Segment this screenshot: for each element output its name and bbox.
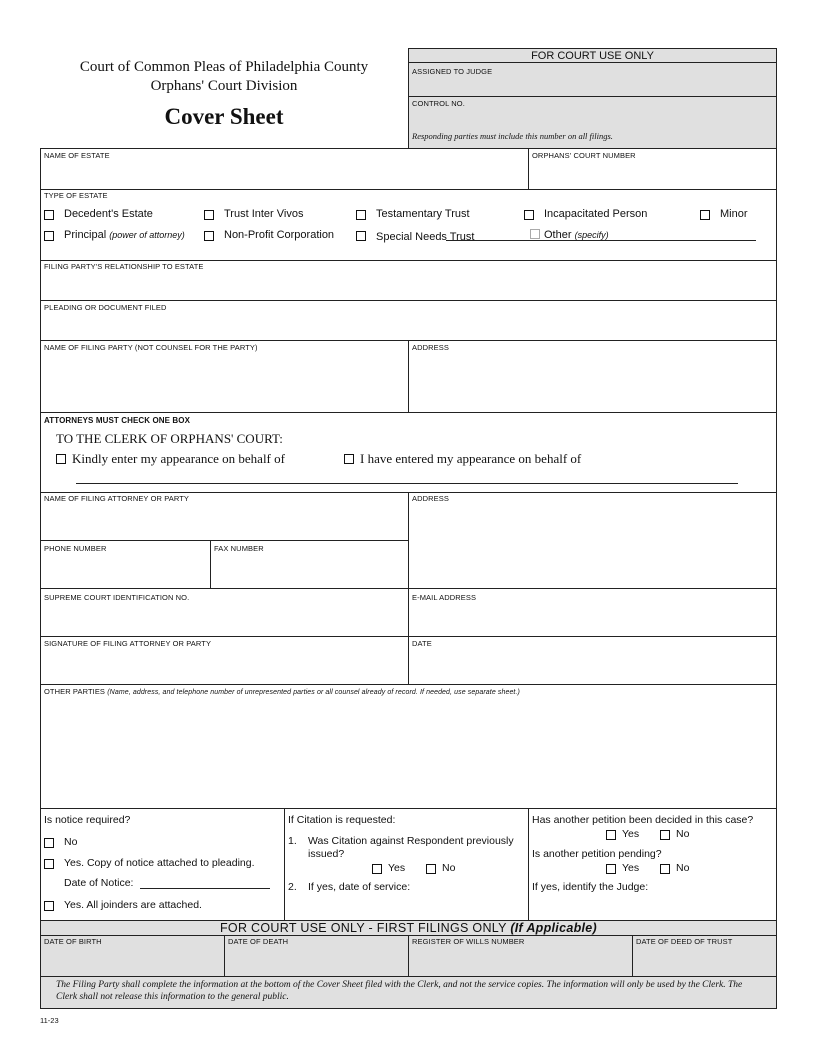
date-input[interactable] (412, 652, 772, 680)
petition-pending-question: Is another petition pending? (532, 848, 662, 860)
attorney-name-input[interactable] (44, 508, 404, 538)
attorney-name-label: NAME OF FILING ATTORNEY OR PARTY (44, 494, 190, 503)
petition-decided-question: Has another petition been decided in this case? (532, 814, 754, 826)
testamentary-trust-label: Testamentary Trust (376, 208, 470, 220)
decedent-estate-checkbox[interactable] (44, 210, 54, 220)
oc-number-label: ORPHANS' COURT NUMBER (532, 151, 636, 160)
citation-q2-label: If yes, date of service: (308, 881, 411, 893)
other-text: Other (544, 229, 572, 241)
court-use-title: FOR COURT USE ONLY (531, 50, 654, 62)
filing-party-address-label: ADDRESS (412, 343, 449, 352)
citation-q1-line1: Was Citation against Respondent previously (308, 835, 514, 847)
form-code: 11-23 (40, 1016, 59, 1025)
first-filings-title-text: FOR COURT USE ONLY - FIRST FILINGS ONLY (220, 921, 507, 935)
incapacitated-person-label: Incapacitated Person (544, 208, 648, 220)
filing-party-address-input[interactable] (412, 356, 772, 406)
incapacitated-person-checkbox[interactable] (524, 210, 534, 220)
identify-judge-input[interactable] (656, 880, 772, 894)
notice-joinders-checkbox[interactable] (44, 901, 54, 911)
petition-pending-yes-label: Yes (622, 862, 640, 874)
control-no-label: CONTROL NO. (412, 99, 465, 108)
nonprofit-checkbox[interactable] (204, 231, 214, 241)
minor-checkbox[interactable] (700, 210, 710, 220)
page-title: Cover Sheet (164, 104, 284, 129)
supreme-court-id-input[interactable] (44, 606, 404, 632)
first-filings-title (40, 921, 777, 935)
deed-trust-label: DATE OF DEED OF TRUST (636, 937, 733, 946)
dod-input[interactable] (228, 950, 404, 972)
petition-pending-yes-checkbox[interactable] (606, 864, 616, 874)
other-parties-input[interactable] (44, 700, 772, 804)
notice-joinders-label: Yes. All joinders are attached. (64, 899, 202, 911)
principal-text: Principal (64, 229, 107, 241)
citation-question: If Citation is requested: (288, 814, 396, 826)
petition-decided-yes-checkbox[interactable] (606, 830, 616, 840)
notice-no-checkbox[interactable] (44, 838, 54, 848)
attorney-address-label: ADDRESS (412, 494, 449, 503)
other-specify-line (446, 240, 756, 241)
attorney-address-input[interactable] (412, 508, 772, 584)
special-needs-label: Special Needs Trust (376, 231, 475, 243)
notice-yes-attached-checkbox[interactable] (44, 859, 54, 869)
register-wills-input[interactable] (412, 950, 628, 972)
fax-input[interactable] (214, 558, 404, 584)
petition-pending-no-checkbox[interactable] (660, 864, 670, 874)
dod-label: DATE OF DEATH (228, 937, 289, 946)
trust-inter-vivos-label: Trust Inter Vivos (224, 208, 304, 220)
fax-label: FAX NUMBER (214, 544, 264, 553)
kindly-enter-checkbox[interactable] (56, 454, 66, 464)
notice-yes-attached-label: Yes. Copy of notice attached to pleading. (64, 857, 255, 869)
citation-no-checkbox[interactable] (426, 864, 436, 874)
phone-input[interactable] (44, 558, 206, 584)
special-needs-checkbox[interactable] (356, 231, 366, 241)
nonprofit-label: Non-Profit Corporation (224, 229, 335, 241)
relationship-label: FILING PARTY'S RELATIONSHIP TO ESTATE (44, 262, 204, 271)
footnote: The Filing Party shall complete the information at the bottom of the Cover Sheet filed with the Clerk, and not the service copies. The information will only be used by the Clerk. The Clerk shall not release this information to the general public. (56, 980, 743, 1002)
principal-label (64, 229, 185, 241)
petition-decided-no-checkbox[interactable] (660, 830, 670, 840)
filing-party-name-label: NAME OF FILING PARTY (NOT COUNSEL FOR THE PARTY) (44, 343, 258, 352)
citation-q1-number: 1. (288, 835, 297, 847)
first-filings-title-suffix: (If Applicable) (510, 921, 597, 935)
signature-input[interactable] (44, 652, 404, 680)
phone-label: PHONE NUMBER (44, 544, 107, 553)
kindly-enter-label: Kindly enter my appearance on behalf of (72, 451, 285, 466)
citation-q1-line2: issued? (308, 848, 345, 860)
date-of-notice-label: Date of Notice: (64, 877, 134, 889)
behalf-of-line (76, 483, 738, 484)
estate-name-label: NAME OF ESTATE (44, 151, 110, 160)
court-division: Orphans' Court Division (150, 78, 298, 94)
decedent-estate-label: Decedent's Estate (64, 208, 153, 220)
citation-yes-label: Yes (388, 862, 406, 874)
trust-inter-vivos-checkbox[interactable] (204, 210, 214, 220)
petition-decided-yes-label: Yes (622, 828, 640, 840)
notice-no-label: No (64, 836, 78, 848)
dob-input[interactable] (44, 950, 220, 972)
other-parties-label (44, 687, 520, 696)
have-entered-label: I have entered my appearance on behalf of (360, 451, 582, 466)
email-label: E-MAIL ADDRESS (412, 593, 477, 602)
pleading-input[interactable] (44, 316, 772, 336)
deed-trust-input[interactable] (636, 950, 772, 972)
filing-party-name-input[interactable] (44, 356, 404, 406)
citation-date-input[interactable] (420, 880, 524, 894)
signature-label: SIGNATURE OF FILING ATTORNEY OR PARTY (44, 639, 212, 648)
citation-yes-checkbox[interactable] (372, 864, 382, 874)
pleading-label: PLEADING OR DOCUMENT FILED (44, 303, 167, 312)
have-entered-checkbox[interactable] (344, 454, 354, 464)
estate-name-input[interactable] (44, 164, 524, 184)
citation-no-label: No (442, 862, 456, 874)
principal-note: (power of attorney) (109, 230, 185, 240)
court-name: Court of Common Pleas of Philadelphia County (79, 59, 369, 75)
attorneys-must-check: ATTORNEYS MUST CHECK ONE BOX (44, 416, 191, 425)
date-of-notice-input[interactable] (140, 874, 270, 889)
supreme-court-id-label: SUPREME COURT IDENTIFICATION NO. (44, 593, 190, 602)
petition-decided-no-label: No (676, 828, 690, 840)
notice-question: Is notice required? (44, 814, 131, 826)
control-no-field[interactable] (412, 110, 772, 126)
other-checkbox[interactable] (530, 229, 540, 239)
dob-label: DATE OF BIRTH (44, 937, 102, 946)
minor-label: Minor (720, 208, 748, 220)
principal-checkbox[interactable] (44, 231, 54, 241)
to-clerk-heading: TO THE CLERK OF ORPHANS' COURT: (56, 431, 283, 446)
other-note: (specify) (574, 230, 609, 240)
estate-type-label: TYPE OF ESTATE (44, 191, 108, 200)
assigned-judge-field[interactable] (412, 78, 772, 94)
petition-pending-no-label: No (676, 862, 690, 874)
control-no-note: Responding parties must include this number on all filings. (412, 131, 613, 141)
other-parties-title: OTHER PARTIES (44, 687, 106, 696)
oc-number-input[interactable] (532, 164, 772, 184)
identify-judge-label: If yes, identify the Judge: (532, 881, 649, 893)
assigned-judge-label: ASSIGNED TO JUDGE (412, 67, 493, 76)
testamentary-trust-checkbox[interactable] (356, 210, 366, 220)
other-parties-note: (Name, address, and telephone number of unrepresented parties or all counsel already of record. If needed, use separate sheet.) (107, 689, 520, 696)
citation-q2-number: 2. (288, 881, 297, 893)
email-input[interactable] (412, 606, 772, 632)
date-label: DATE (412, 639, 432, 648)
register-wills-label: REGISTER OF WILLS NUMBER (412, 937, 525, 946)
relationship-input[interactable] (44, 276, 772, 296)
